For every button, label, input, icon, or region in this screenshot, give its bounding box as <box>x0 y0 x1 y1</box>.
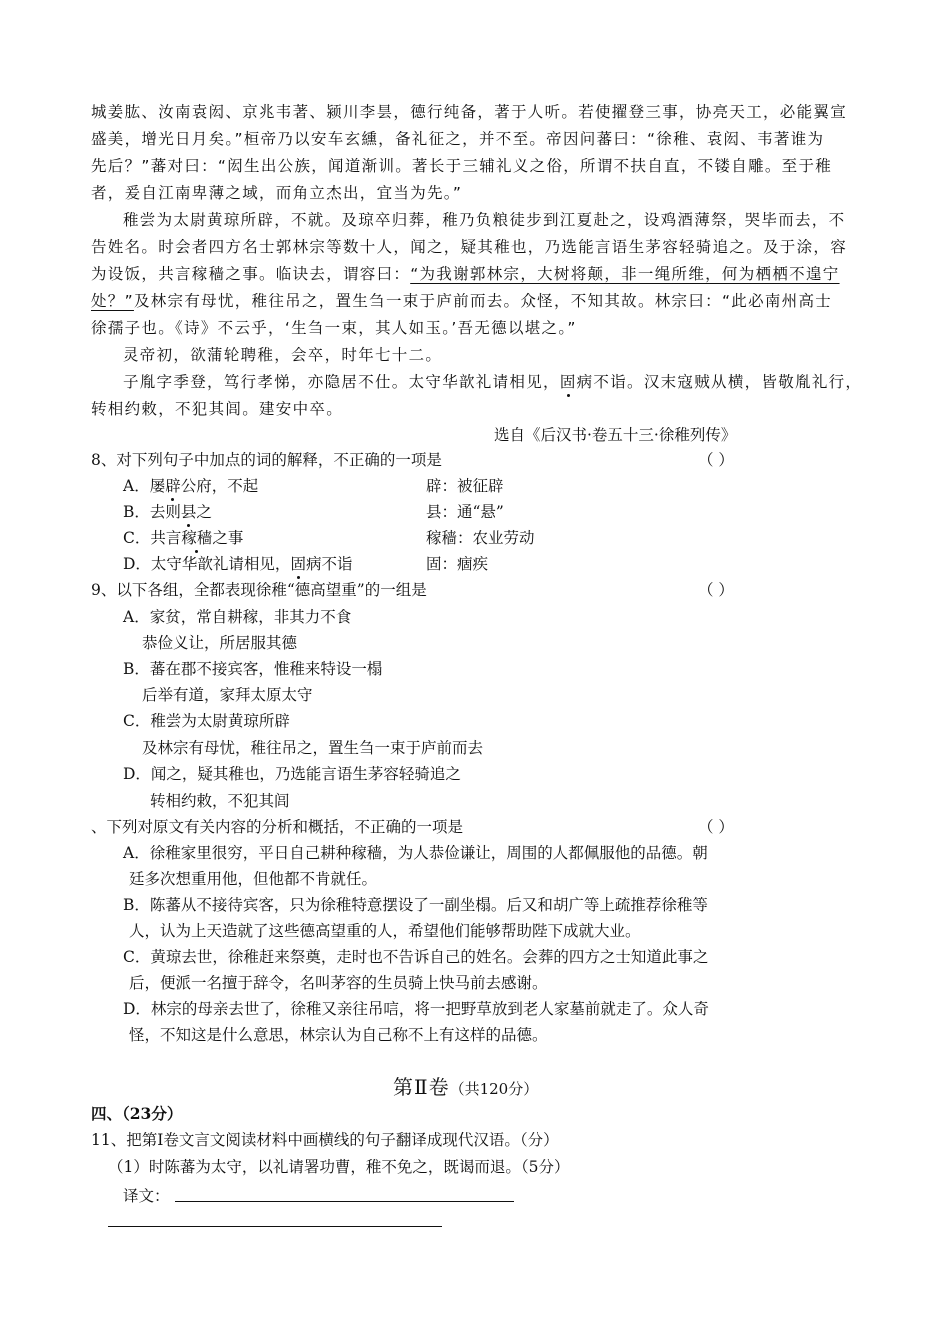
option-text: 之事 <box>212 529 244 547</box>
option-gloss: 固：痼疾 <box>426 555 489 573</box>
passage-line: 告姓名。时会者四方名士郭林宗等数十人，闻之，疑其稚也，乃选能言语生茅容轻骑追之。及于涂，容 <box>91 238 848 256</box>
passage-line: 城姜肱、汝南袁闳、京兆韦著、颍川李昙，德行纯备，著于人听。若使擢登三事，协亮天工，必能翼宣 <box>91 103 848 121</box>
answer-line[interactable] <box>175 1201 514 1202</box>
option-text: 公府，不起 <box>180 477 259 495</box>
dotted-word: 辟 <box>165 477 181 495</box>
question-stem: 、下列对原文有关内容的分析和概括，不正确的一项是 <box>91 818 464 836</box>
option-gloss: 辟：被征辟 <box>426 477 504 495</box>
dotted-word: 固 <box>559 373 577 391</box>
part-two-title: 第Ⅱ卷 <box>393 1075 450 1099</box>
part-two-score: （共120分） <box>449 1080 539 1098</box>
option-a: A．家贫，常自耕稼，非其力不食 <box>123 608 352 626</box>
passage-line: 转相约敕，不犯其闾。建安中卒。 <box>91 400 344 418</box>
source-citation: 选自《后汉书·卷五十三·徐稚列传》 <box>494 426 737 444</box>
option-text: C．共言 <box>123 529 182 547</box>
option-gloss: 县：通“悬” <box>426 503 504 521</box>
underlined-sentence-end: 处？” <box>91 292 134 310</box>
question-11-stem: 11、把第Ⅰ卷文言文阅读材料中画横线的句子翻译成现代汉语。（分） <box>91 1131 559 1149</box>
answer-line[interactable] <box>108 1226 442 1227</box>
option-gloss: 稼穑：农业劳动 <box>426 529 535 547</box>
option-c-line2: 后，便派一名擅于辞令，名叫茅容的生员骑上快马前去感谢。 <box>129 974 548 992</box>
translate-label: 译文： <box>123 1187 170 1205</box>
option-d: D．闻之，疑其稚也，乃选能言语生茅容轻骑追之 <box>123 765 461 783</box>
option-a <box>123 476 258 496</box>
option-d-line2: 怪，不知这是什么意思，林宗认为自己称不上有这样的品德。 <box>129 1026 548 1044</box>
option-text: B．去则 <box>123 503 181 521</box>
dotted-word: 县 <box>180 503 197 521</box>
passage-text: 为设饭，共言稼穑之事。临诀去，谓容曰： <box>91 265 411 283</box>
option-d: D．林宗的母亲去世了，徐稚又亲往吊唁，将一把野草放到老人家墓前就走了。众人奇 <box>123 1000 709 1018</box>
underlined-sentence: “为我谢郭林宗，大树将颠，非一绳所维，何为栖栖不遑宁 <box>410 265 840 283</box>
option-d <box>123 554 352 574</box>
option-text: 病不诣 <box>305 555 353 573</box>
option-text: 之 <box>196 503 212 521</box>
option-b-line2: 人，认为上天造就了这些德高望重的人，希望他们能够帮助陛下成就大业。 <box>129 922 641 940</box>
passage-line: 者，爰自江南卑薄之域，而角立杰出，宜当为先。” <box>91 184 463 202</box>
option-b-line2: 后举有道，家拜太原太守 <box>142 686 313 704</box>
option-a: A．徐稚家里很穷，平日自己耕种稼穑，为人恭俭谦让，周围的人都佩服他的品德。朝 <box>123 844 708 862</box>
option-c: C．黄琼去世，徐稚赶来祭奠，走时也不告诉自己的姓名。会葬的四方之士知道此事之 <box>123 948 709 966</box>
passage-line <box>91 291 832 311</box>
option-text: D．太守华歆礼请相见， <box>123 555 291 573</box>
passage-line: 先后？”蕃对曰：“闳生出公族，闻道渐训。著长于三辅礼义之俗，所谓不扶自直，不镂自雕。至于稚 <box>91 157 833 175</box>
option-c <box>123 528 243 548</box>
option-a-line2: 恭俭义让，所居服其德 <box>142 634 298 652</box>
passage-line: 徐孺子也。《诗》不云乎，‘生刍一束，其人如玉。’吾无德以堪之。” <box>91 319 577 337</box>
option-c-line2: 及林宗有母忧，稚往吊之，置生刍一束于庐前而去 <box>142 739 484 757</box>
answer-paren: （ ） <box>698 451 734 469</box>
passage-text: 及林宗有母忧，稚往吊之，置生刍一束于庐前而去。众怪，不知其故。林宗曰：“此必南州高士 <box>133 292 833 310</box>
answer-paren: （ ） <box>698 818 734 836</box>
option-b: B．陈蕃从不接待宾客，只为徐稚特意摆设了一副坐榻。后又和胡广等上疏推荐徐稚等 <box>123 896 708 914</box>
passage-text: 病不诣。汉末寇贼从横，皆敬胤礼行， <box>576 373 863 391</box>
dotted-word: 固 <box>290 555 306 573</box>
passage-line <box>123 372 862 392</box>
option-b <box>123 502 212 522</box>
option-c: C．稚尝为太尉黄琼所辟 <box>123 712 290 730</box>
question-11-1: （1）时陈蕃为太守，以礼请署功曹，稚不免之，既谒而退。（5分） <box>108 1158 570 1176</box>
passage-line: 盛美，增光日月矣。”桓帝乃以安车玄纁，备礼征之，并不至。帝因问蕃曰：“徐稚、袁闳、韦著谁为 <box>91 130 825 148</box>
dotted-word: 稼穑 <box>181 529 213 547</box>
part-two-heading <box>393 1075 538 1101</box>
answer-paren: （ ） <box>698 581 734 599</box>
question-stem: 9、以下各组，全都表现徐稚“德高望重”的一组是 <box>91 581 427 599</box>
section-heading: 四、（23分） <box>91 1104 183 1123</box>
passage-line <box>91 264 840 284</box>
option-b: B．蕃在郡不接宾客，惟稚来特设一榻 <box>123 660 383 678</box>
option-a-line2: 廷多次想重用他，但他都不肯就任。 <box>129 870 378 888</box>
question-stem: 8、对下列句子中加点的词的解释，不正确的一项是 <box>91 451 442 469</box>
passage-line: 灵帝初，欲蒲轮聘稚，会卒，时年七十二。 <box>123 346 443 364</box>
option-text: A．屡 <box>123 477 166 495</box>
passage-line: 稚尝为太尉黄琼所辟，不就。及琼卒归葬，稚乃负粮徒步到江夏赴之，设鸡酒薄祭，哭毕而去，不 <box>123 211 846 229</box>
passage-text: 子胤字季登，笃行孝悌，亦隐居不仕。太守华歆礼请相见， <box>123 373 560 391</box>
option-d-line2: 转相约敕，不犯其闾 <box>150 792 290 810</box>
